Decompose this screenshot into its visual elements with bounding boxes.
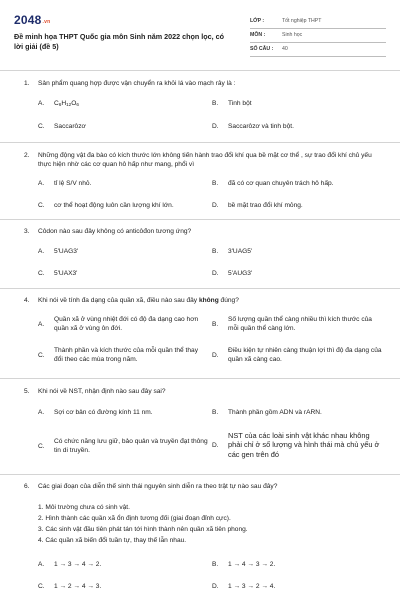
option-text: 5'UAX3'	[54, 270, 78, 277]
option-letter: A.	[38, 248, 45, 255]
option-text: Sợi cơ bản có đường kính 11 nm.	[54, 409, 153, 416]
option-d[interactable]	[212, 123, 384, 133]
divider	[0, 70, 400, 71]
option-letter: C.	[38, 583, 45, 590]
option-letter: C.	[38, 270, 45, 277]
option-c[interactable]	[38, 270, 210, 280]
option-letter: A.	[38, 409, 45, 416]
document-header	[14, 10, 386, 60]
divider	[0, 474, 400, 475]
question-text-end: đúng?	[218, 297, 239, 304]
meta-value: Tốt nghiệp THPT	[282, 18, 322, 25]
step-item: 3. Các sinh vật đầu tiên phát tán tới hình thành nên quần xã tiên phong.	[38, 526, 248, 533]
option-b[interactable]	[212, 100, 384, 110]
question-5	[24, 388, 386, 468]
question-4	[24, 297, 386, 375]
question-text: Khi nói về NST, nhận định nào sau đây sai?	[38, 388, 166, 395]
site-logo[interactable]	[14, 13, 50, 29]
option-text: 1 → 2 → 4 → 3.	[54, 583, 102, 590]
step-item: 4. Các quần xã biến đổi tuần tự, thay thế lẫn nhau.	[38, 537, 187, 544]
option-c[interactable]	[38, 202, 210, 212]
option-c[interactable]	[38, 123, 210, 133]
option-letter: B.	[212, 180, 219, 187]
question-number: 2.	[24, 152, 30, 159]
option-d[interactable]	[212, 270, 384, 280]
option-letter: C.	[38, 443, 45, 450]
option-text: Saccarôzơ và tinh bột.	[228, 123, 294, 130]
meta-label: MÔN :	[250, 32, 266, 39]
question-text	[38, 297, 384, 306]
option-b[interactable]	[212, 409, 384, 419]
option-text: bề mặt trao đổi khí mỏng.	[228, 202, 303, 209]
option-letter: D.	[212, 202, 219, 209]
option-d[interactable]	[212, 431, 384, 463]
meta-label: SỐ CÂU :	[250, 46, 274, 53]
question-number: 5.	[24, 388, 30, 395]
option-text: Thành phần và kích thước của mỗi quần thể thay đổi theo các mùa trong năm.	[54, 347, 198, 363]
option-letter: D.	[212, 442, 219, 449]
question-6	[24, 483, 386, 595]
meta-row-subject	[250, 29, 386, 43]
option-letter: B.	[212, 321, 219, 328]
option-b[interactable]	[212, 316, 384, 336]
option-a[interactable]	[38, 248, 210, 258]
logo-text: 2048	[14, 13, 42, 27]
option-text: 5'AUG3'	[228, 270, 253, 277]
divider	[0, 288, 400, 289]
option-letter: B.	[212, 409, 219, 416]
question-text: Các giai đoạn của diễn thế sinh thái nguyên sinh diễn ra theo trật tự nào sau đây?	[38, 483, 278, 490]
option-text: tỉ lệ S/V nhỏ.	[54, 180, 92, 187]
option-a[interactable]	[38, 100, 210, 110]
question-number: 1.	[24, 80, 30, 87]
option-letter: D.	[212, 583, 219, 590]
meta-table	[250, 15, 386, 57]
meta-value: Sinh học	[282, 32, 303, 39]
option-text: 5'UAG3'	[54, 248, 79, 255]
option-text: Quần xã ở vùng nhiệt đới có độ đa dạng cao hơn quần xã ở vùng ôn đới.	[54, 316, 199, 332]
option-text: cơ thể hoạt động luôn cần lượng khí lớn.	[54, 202, 174, 209]
option-d[interactable]	[212, 347, 384, 367]
option-text: Có chức năng lưu giữ, bảo quản và truyền đạt thông tin di truyền.	[54, 438, 208, 454]
option-letter: C.	[38, 123, 45, 130]
option-letter: D.	[212, 270, 219, 277]
option-letter: D.	[212, 352, 219, 359]
question-3	[24, 228, 386, 284]
option-text: NST của các loài sinh vật khác nhau không phải chỉ ở số lượng và hình thái mà chủ yếu ở các gen trên đó	[228, 431, 380, 459]
option-c[interactable]	[38, 438, 210, 458]
option-text: 1 → 3 → 4 → 2.	[54, 561, 102, 568]
question-2	[24, 152, 386, 216]
option-b[interactable]	[212, 248, 384, 258]
step-item: 2. Hình thành các quần xã ổn định tương đối (giai đoạn đỉnh cực).	[38, 515, 231, 522]
option-text: Thành phần gồm ADN và rARN.	[228, 409, 322, 416]
option-b[interactable]	[212, 561, 384, 571]
option-b[interactable]	[212, 180, 384, 190]
option-c[interactable]	[38, 347, 210, 367]
option-a[interactable]	[38, 561, 210, 571]
option-letter: C.	[38, 202, 45, 209]
meta-label: LỚP :	[250, 18, 265, 25]
option-text: Tinh bột	[228, 100, 252, 107]
option-letter: C.	[38, 352, 45, 359]
option-text: 3'UAG5'	[228, 248, 253, 255]
option-text: Saccarôzơ	[54, 123, 86, 130]
option-c[interactable]	[38, 583, 210, 593]
option-text: 1 → 4 → 3 → 2.	[228, 561, 276, 568]
question-number: 3.	[24, 228, 30, 235]
option-letter: B.	[212, 561, 219, 568]
option-letter: A.	[38, 321, 45, 328]
option-a[interactable]	[38, 316, 210, 336]
divider	[0, 378, 400, 379]
question-text: Những động vật đa bào có kích thước lớn không tiến hành trao đổi khí qua bề mặt cơ thể , sự trao đổi khí chủ yếu thực hiện nhờ các cơ quan hô hấp như mang, phổi vì	[38, 152, 372, 168]
option-text-formula: $C_6H_{12}O_6$	[54, 100, 79, 107]
divider	[0, 142, 400, 143]
option-a[interactable]	[38, 409, 210, 419]
question-text: Sản phẩm quang hợp được vận chuyển ra khỏi lá vào mạch rây là :	[38, 80, 236, 87]
option-a[interactable]	[38, 180, 210, 190]
divider	[0, 219, 400, 220]
option-letter: A.	[38, 180, 45, 187]
question-text: Côdon nào sau đây không có anticôđon tương ứng?	[38, 228, 192, 235]
option-d[interactable]	[212, 583, 384, 593]
meta-value: 40	[282, 46, 288, 53]
option-d[interactable]	[212, 202, 384, 212]
option-letter: B.	[212, 248, 219, 255]
question-number: 6.	[24, 483, 30, 490]
option-text: đã có cơ quan chuyên trách hô hấp.	[228, 180, 334, 187]
option-letter: B.	[212, 100, 219, 107]
option-text: Số lượng quần thể càng nhiều thì kích thước của mỗi quần thể càng lớn.	[228, 316, 372, 332]
meta-row-count	[250, 43, 386, 57]
logo-suffix: .vn	[42, 19, 51, 25]
meta-row-class	[250, 15, 386, 29]
question-1	[24, 80, 386, 140]
option-letter: A.	[38, 100, 45, 107]
option-letter: A.	[38, 561, 45, 568]
option-letter: D.	[212, 123, 219, 130]
question-text-emphasis: không	[198, 297, 219, 304]
option-text: 1 → 3 → 2 → 4.	[228, 583, 276, 590]
step-item: 1. Môi trường chưa có sinh vật.	[38, 504, 130, 511]
option-text: Điều kiện tự nhiên càng thuận lợi thì độ đa dạng của quần xã càng cao.	[228, 347, 382, 363]
question-text-start: Khi nói về tính đa dạng của quần xã, điều nào sau đây	[38, 297, 199, 304]
document-title: Đề minh họa THPT Quốc gia môn Sinh năm 2022 chọn lọc, có lời giải (đề 5)	[14, 32, 225, 51]
question-number: 4.	[24, 297, 30, 304]
